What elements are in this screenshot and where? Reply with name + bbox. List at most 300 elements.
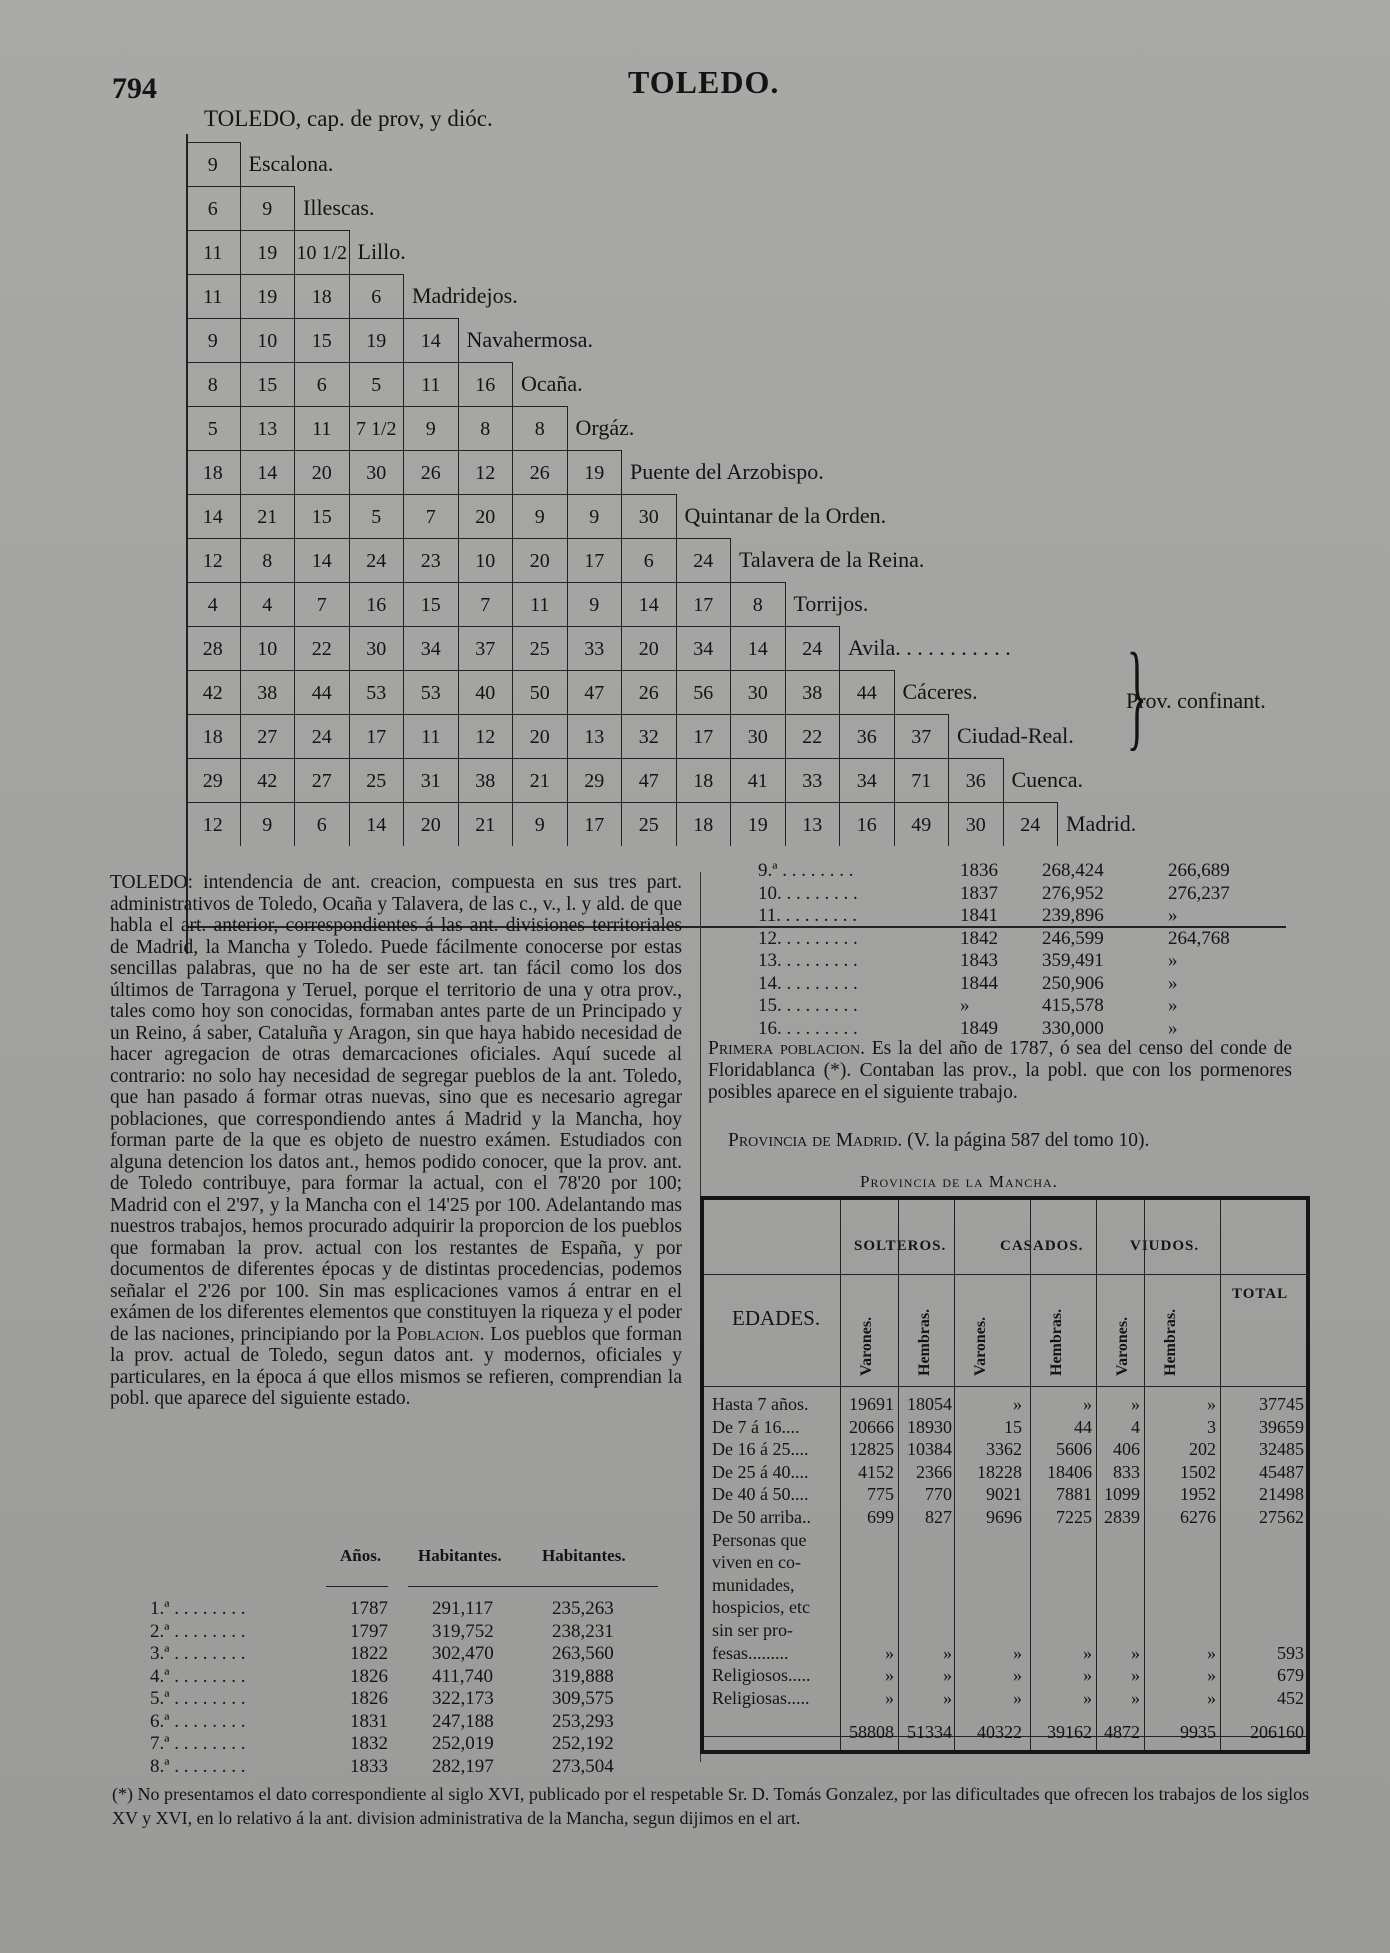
census-cell: 291,117 bbox=[432, 1598, 494, 1619]
distance-cell: 15 bbox=[241, 362, 296, 406]
age-cell: 27562 bbox=[1259, 1507, 1304, 1527]
distance-place: Cáceres. bbox=[902, 679, 978, 704]
intro-lead: TOLEDO bbox=[110, 872, 188, 893]
age-row-label: De 16 á 25.... bbox=[712, 1439, 809, 1460]
distance-place: Avila. . . . . . . . . . . bbox=[848, 635, 1011, 660]
distance-place: Puente del Arzobispo. bbox=[630, 459, 824, 484]
census-row bbox=[710, 883, 1270, 905]
intro-paragraph bbox=[110, 872, 682, 1410]
distance-cell: 14 bbox=[186, 494, 241, 538]
age-cell: » bbox=[1083, 1665, 1092, 1686]
distance-cell: 10 1/2 bbox=[295, 230, 350, 274]
census-cell: 273,504 bbox=[552, 1755, 614, 1777]
distance-cell: 53 bbox=[350, 670, 405, 714]
age-row-label: De 25 á 40.... bbox=[712, 1461, 809, 1482]
census-row bbox=[710, 973, 1270, 995]
distance-cell: 23 bbox=[404, 538, 459, 582]
age-cell: » bbox=[1207, 1687, 1216, 1708]
age-cell: » bbox=[1131, 1642, 1140, 1663]
distance-cell: 30 bbox=[350, 450, 405, 494]
footnote bbox=[112, 1782, 1312, 1830]
census-cell: 15. . . . . . . . . bbox=[758, 995, 858, 1016]
age-row bbox=[704, 1575, 1306, 1596]
distance-cell: 4 bbox=[186, 582, 241, 626]
age-cell: 775 bbox=[867, 1484, 894, 1505]
distance-cell: 33 bbox=[786, 758, 841, 802]
age-row-label: hospicios, etc bbox=[712, 1597, 810, 1618]
distance-cell: 49 bbox=[895, 802, 950, 846]
distance-cell: 30 bbox=[949, 802, 1004, 846]
distance-cell: 44 bbox=[295, 670, 350, 714]
age-table-rule bbox=[704, 1386, 1306, 1387]
distance-cell: 13 bbox=[568, 714, 623, 758]
distance-cell: 5 bbox=[350, 362, 405, 406]
census-cell: » bbox=[960, 995, 970, 1016]
mancha-title: Provincia de la Mancha. bbox=[860, 1172, 1058, 1191]
distance-cell: 6 bbox=[295, 362, 350, 406]
age-total-cell: 206160 bbox=[1250, 1722, 1304, 1742]
age-cell: 9021 bbox=[986, 1484, 1022, 1505]
census-row bbox=[150, 1621, 650, 1643]
distance-cell: 18 bbox=[677, 802, 732, 846]
census-cell: » bbox=[1168, 995, 1178, 1016]
group-casados: CASADOS. bbox=[1000, 1238, 1084, 1254]
age-totals-row bbox=[704, 1722, 1306, 1743]
census-cell: 253,293 bbox=[552, 1710, 614, 1732]
age-cell: 1099 bbox=[1104, 1484, 1140, 1505]
age-cell: 2366 bbox=[916, 1461, 952, 1482]
age-cell: » bbox=[1083, 1642, 1092, 1663]
census-row bbox=[710, 905, 1270, 927]
census-cell: 14. . . . . . . . . bbox=[758, 972, 858, 994]
age-row-label: Religiosos..... bbox=[712, 1665, 811, 1686]
age-total-cell: 51334 bbox=[907, 1722, 952, 1742]
census-cell: 1837 bbox=[960, 882, 998, 904]
distance-cell: 7 1/2 bbox=[350, 406, 405, 450]
census-cell: 282,197 bbox=[432, 1755, 494, 1777]
distance-cell: 5 bbox=[186, 406, 241, 450]
distance-cell: 15 bbox=[295, 318, 350, 362]
age-row-label: Hasta 7 años. bbox=[712, 1394, 809, 1414]
age-row-label: De 50 arriba.. bbox=[712, 1507, 811, 1527]
distance-cell: 7 bbox=[459, 582, 514, 626]
distance-cell: 31 bbox=[404, 758, 459, 802]
census-cell: 1843 bbox=[960, 950, 998, 971]
distance-cell: 20 bbox=[459, 494, 514, 538]
age-cell: 4 bbox=[1131, 1416, 1140, 1437]
distance-cell: 6 bbox=[622, 538, 677, 582]
census-cell: » bbox=[1168, 905, 1178, 926]
census-cell: 235,263 bbox=[552, 1598, 614, 1619]
poblacion-lead: Poblacion. bbox=[396, 1323, 485, 1345]
distance-cell: 26 bbox=[622, 670, 677, 714]
distance-cell: 14 bbox=[622, 582, 677, 626]
distance-cell: 37 bbox=[459, 626, 514, 670]
census-cell: 302,470 bbox=[432, 1643, 494, 1664]
distance-cell: 42 bbox=[241, 758, 296, 802]
census-cell: 12. . . . . . . . . bbox=[758, 927, 858, 949]
census-cell: 5.ª . . . . . . . . bbox=[150, 1688, 246, 1709]
distance-cell: 12 bbox=[186, 802, 241, 846]
age-cell: 18406 bbox=[1047, 1461, 1092, 1482]
distance-cell: 30 bbox=[622, 494, 677, 538]
age-total-cell: 4872 bbox=[1104, 1722, 1140, 1742]
census-cell: » bbox=[1168, 950, 1178, 971]
census-row bbox=[150, 1688, 650, 1710]
census-row bbox=[710, 1018, 1270, 1040]
census-cell: 16. . . . . . . . . bbox=[758, 1017, 858, 1039]
distance-cell: 6 bbox=[295, 802, 350, 846]
census-cell: 411,740 bbox=[432, 1665, 494, 1687]
age-row bbox=[704, 1417, 1306, 1438]
distance-cell: 19 bbox=[350, 318, 405, 362]
sub-header-hembras: Hembras. bbox=[916, 1308, 933, 1376]
primera-poblacion-paragraph bbox=[708, 1038, 1292, 1104]
group-viudos: VIUDOS. bbox=[1130, 1238, 1200, 1254]
census-cell: 1826 bbox=[350, 1688, 388, 1709]
distance-cell: 17 bbox=[568, 538, 623, 582]
distance-place: Madridejos. bbox=[412, 283, 518, 308]
distance-cell: 36 bbox=[949, 758, 1004, 802]
distance-cell: 19 bbox=[568, 450, 623, 494]
distance-cell: 25 bbox=[350, 758, 405, 802]
distance-cell: 9 bbox=[186, 142, 241, 186]
distance-cell: 26 bbox=[513, 450, 568, 494]
age-total-cell: 58808 bbox=[849, 1722, 894, 1742]
age-cell: » bbox=[943, 1665, 952, 1686]
census-cell: 276,237 bbox=[1168, 882, 1230, 904]
distance-cell: 13 bbox=[241, 406, 296, 450]
age-cell: 679 bbox=[1277, 1665, 1304, 1686]
distance-cell: 20 bbox=[404, 802, 459, 846]
age-cell: 1952 bbox=[1180, 1484, 1216, 1505]
census-cell: 264,768 bbox=[1168, 927, 1230, 949]
distance-cell: 7 bbox=[404, 494, 459, 538]
sub-header-varones: Varones. bbox=[858, 1316, 875, 1376]
distance-cell: 18 bbox=[677, 758, 732, 802]
distance-cell: 11 bbox=[186, 274, 241, 318]
census-cell: 3.ª . . . . . . . . bbox=[150, 1643, 246, 1664]
census-cell: 6.ª . . . . . . . . bbox=[150, 1710, 246, 1732]
age-row bbox=[704, 1665, 1306, 1686]
distance-cell: 13 bbox=[786, 802, 841, 846]
distance-cell: 9 bbox=[241, 186, 296, 230]
distance-cell: 30 bbox=[731, 714, 786, 758]
age-cell: » bbox=[1083, 1687, 1092, 1708]
census-row bbox=[710, 995, 1270, 1017]
census-cell: 1797 bbox=[350, 1620, 388, 1642]
distance-cell: 9 bbox=[568, 582, 623, 626]
age-cell: 21498 bbox=[1259, 1484, 1304, 1505]
age-row-label: fesas......... bbox=[712, 1642, 789, 1663]
distance-cell: 47 bbox=[622, 758, 677, 802]
distance-cell: 24 bbox=[677, 538, 732, 582]
distance-place: Navahermosa. bbox=[466, 327, 593, 352]
distance-cell: 21 bbox=[241, 494, 296, 538]
age-cell: 15 bbox=[1004, 1416, 1022, 1437]
age-cell: 12825 bbox=[849, 1439, 894, 1460]
age-total-cell: 9935 bbox=[1180, 1722, 1216, 1742]
distance-cell: 27 bbox=[241, 714, 296, 758]
distance-cell: 17 bbox=[568, 802, 623, 846]
primera-lead: Primera poblacion. bbox=[708, 1038, 866, 1059]
distance-cell: 14 bbox=[241, 450, 296, 494]
age-row bbox=[704, 1462, 1306, 1483]
distance-cell: 9 bbox=[404, 406, 459, 450]
age-cell: 202 bbox=[1189, 1439, 1216, 1460]
madrid-text: (V. la página 587 del tomo 10). bbox=[902, 1130, 1150, 1151]
age-cell: 10384 bbox=[907, 1439, 952, 1460]
census-cell: 1826 bbox=[350, 1665, 388, 1687]
sub-header-hembras: Hembras. bbox=[1162, 1308, 1179, 1376]
madrid-lead: Provincia de Madrid. bbox=[728, 1130, 903, 1151]
brace-icon: } bbox=[1126, 628, 1147, 761]
distance-cell: 18 bbox=[186, 714, 241, 758]
distance-cell: 11 bbox=[186, 230, 241, 274]
age-row bbox=[704, 1597, 1306, 1618]
census-cell: 268,424 bbox=[1042, 860, 1104, 881]
age-cell: 9696 bbox=[986, 1507, 1022, 1527]
age-cell: 32485 bbox=[1259, 1439, 1304, 1460]
distance-cell: 11 bbox=[513, 582, 568, 626]
age-cell: 6276 bbox=[1180, 1507, 1216, 1527]
poblacion-text: Los pueblos que forman la prov. actual de Toledo, segun datos ant. y modernos, oficiales y particulares, en la época á que ellos mismos se refieren, comprendian la pobl. que aparece del siguiente estado. bbox=[110, 1323, 682, 1409]
distance-cell: 9 bbox=[568, 494, 623, 538]
age-cell: » bbox=[1207, 1394, 1216, 1414]
distance-cell: 15 bbox=[295, 494, 350, 538]
age-cell: 37745 bbox=[1259, 1394, 1304, 1414]
age-cell: 699 bbox=[867, 1507, 894, 1527]
distance-cell: 20 bbox=[513, 714, 568, 758]
distance-cell: 24 bbox=[350, 538, 405, 582]
census-cell: 1831 bbox=[350, 1710, 388, 1732]
age-row bbox=[704, 1507, 1306, 1528]
distance-cell: 36 bbox=[840, 714, 895, 758]
distance-cell: 44 bbox=[840, 670, 895, 714]
census-cell: 9.ª . . . . . . . . bbox=[758, 860, 854, 881]
age-row-label: sin ser pro- bbox=[712, 1620, 793, 1640]
distance-cell: 20 bbox=[513, 538, 568, 582]
age-table bbox=[700, 1196, 1310, 1754]
age-row bbox=[704, 1688, 1306, 1709]
census-cell: 309,575 bbox=[552, 1688, 614, 1709]
distance-cell: 10 bbox=[241, 318, 296, 362]
age-table-rule bbox=[704, 1274, 1306, 1275]
distance-cell: 21 bbox=[513, 758, 568, 802]
distance-cell: 6 bbox=[186, 186, 241, 230]
age-cell: » bbox=[1207, 1665, 1216, 1686]
distance-cell: 19 bbox=[731, 802, 786, 846]
census-cell: 4.ª . . . . . . . . bbox=[150, 1665, 246, 1687]
madrid-reference bbox=[728, 1130, 1149, 1152]
census-cell: 1844 bbox=[960, 972, 998, 994]
age-cell: 770 bbox=[925, 1484, 952, 1505]
distance-cell: 30 bbox=[350, 626, 405, 670]
distance-cell: 71 bbox=[895, 758, 950, 802]
age-row-label: Personas que bbox=[712, 1529, 807, 1550]
running-title: TOLEDO. bbox=[628, 64, 780, 100]
census-cell: 266,689 bbox=[1168, 860, 1230, 881]
age-cell: » bbox=[885, 1642, 894, 1663]
total-header: TOTAL bbox=[1232, 1286, 1289, 1302]
distance-cell: 24 bbox=[786, 626, 841, 670]
distance-cell: 8 bbox=[513, 406, 568, 450]
distance-place: Orgáz. bbox=[575, 415, 635, 440]
age-cell: » bbox=[1131, 1687, 1140, 1708]
age-cell: 406 bbox=[1113, 1439, 1140, 1460]
census-cell: 8.ª . . . . . . . . bbox=[150, 1755, 246, 1777]
distance-cell: 40 bbox=[459, 670, 514, 714]
age-cell: » bbox=[885, 1665, 894, 1686]
age-cell: 827 bbox=[925, 1507, 952, 1527]
col-header-inhabitants-1: Habitantes. bbox=[418, 1546, 502, 1565]
col-header-years: Años. bbox=[340, 1546, 382, 1565]
census-cell: 1841 bbox=[960, 905, 998, 926]
census-cell: 252,192 bbox=[552, 1733, 614, 1754]
distance-cell: 6 bbox=[350, 274, 405, 318]
age-row-label: De 7 á 16.... bbox=[712, 1416, 800, 1437]
census-cell: 2.ª . . . . . . . . bbox=[150, 1620, 246, 1642]
age-cell: 19691 bbox=[849, 1394, 894, 1414]
age-cell: 593 bbox=[1277, 1642, 1304, 1663]
distance-cell: 8 bbox=[731, 582, 786, 626]
census-cell: 319,752 bbox=[432, 1620, 494, 1642]
page-number: 794 bbox=[112, 72, 157, 105]
age-cell: » bbox=[1013, 1642, 1022, 1663]
age-cell: » bbox=[1013, 1394, 1022, 1414]
distance-place: Illescas. bbox=[303, 195, 375, 220]
distance-cell: 18 bbox=[295, 274, 350, 318]
sub-header-varones: Varones. bbox=[1114, 1316, 1131, 1376]
census-cell: 11. . . . . . . . . bbox=[758, 905, 858, 926]
distance-place: Lillo. bbox=[357, 239, 406, 264]
distance-cell: 8 bbox=[241, 538, 296, 582]
sub-header-varones: Varones. bbox=[972, 1316, 989, 1376]
age-cell: 45487 bbox=[1259, 1461, 1304, 1482]
distance-cell: 15 bbox=[404, 582, 459, 626]
distance-cell: 24 bbox=[1004, 802, 1059, 846]
distance-place: Quintanar de la Orden. bbox=[684, 503, 887, 528]
age-cell: 7225 bbox=[1056, 1507, 1092, 1527]
distance-cell: 10 bbox=[241, 626, 296, 670]
census-row bbox=[710, 860, 1270, 882]
distance-cell: 17 bbox=[677, 582, 732, 626]
census-cell: 319,888 bbox=[552, 1665, 614, 1687]
age-cell: 18930 bbox=[907, 1416, 952, 1437]
distance-cell: 22 bbox=[786, 714, 841, 758]
census-cell: 1832 bbox=[350, 1733, 388, 1754]
age-row bbox=[704, 1484, 1306, 1505]
distance-cell: 38 bbox=[786, 670, 841, 714]
distance-cell: 53 bbox=[404, 670, 459, 714]
distance-cell: 21 bbox=[459, 802, 514, 846]
age-cell: » bbox=[1013, 1665, 1022, 1686]
age-cell: 3 bbox=[1207, 1416, 1216, 1437]
distance-cell: 19 bbox=[241, 274, 296, 318]
age-cell: » bbox=[943, 1687, 952, 1708]
distance-cell: 16 bbox=[840, 802, 895, 846]
distance-place: Ciudad-Real. bbox=[957, 723, 1074, 748]
age-row bbox=[704, 1394, 1306, 1415]
distance-cell: 14 bbox=[295, 538, 350, 582]
age-cell: » bbox=[885, 1687, 894, 1708]
distance-cell: 30 bbox=[731, 670, 786, 714]
age-cell: 4152 bbox=[858, 1461, 894, 1482]
distance-cell: 18 bbox=[186, 450, 241, 494]
census-cell: 1833 bbox=[350, 1755, 388, 1777]
distance-cell: 11 bbox=[295, 406, 350, 450]
age-total-cell: 39162 bbox=[1047, 1722, 1092, 1742]
age-cell: » bbox=[1013, 1687, 1022, 1708]
distance-cell: 14 bbox=[731, 626, 786, 670]
distance-cell: 41 bbox=[731, 758, 786, 802]
census-cell: 1787 bbox=[350, 1598, 388, 1619]
census-row bbox=[150, 1666, 650, 1688]
age-cell: 1502 bbox=[1180, 1461, 1216, 1482]
primera-text: Es la del año de 1787, ó sea del censo del conde de Floridablanca (*). Contaban las prov., la pobl. que con los pormenores posibles aparece en el siguiente trabajo. bbox=[708, 1038, 1292, 1103]
age-cell: » bbox=[1131, 1665, 1140, 1686]
distance-cell: 42 bbox=[186, 670, 241, 714]
distance-cell: 47 bbox=[568, 670, 623, 714]
distance-cell: 34 bbox=[840, 758, 895, 802]
distance-cell: 25 bbox=[622, 802, 677, 846]
age-cell: » bbox=[943, 1642, 952, 1663]
census-row bbox=[710, 950, 1270, 972]
census-cell: 1.ª . . . . . . . . bbox=[150, 1598, 246, 1619]
distance-cell: 38 bbox=[459, 758, 514, 802]
footnote-text: (*) No presentamos el dato correspondiente al siglo XVI, publicado por el respetable Sr. D. Tomás Gonzalez, por las dificultades que ofrecen los trabajos de los siglos XV y XVI, en lo relativo á la ant. division administrativa de la Mancha, segun dijimos en el art. bbox=[112, 1784, 1310, 1828]
census-cell: 1822 bbox=[350, 1643, 388, 1664]
census-row bbox=[710, 928, 1270, 950]
age-cell: 3362 bbox=[986, 1439, 1022, 1460]
distance-cell: 7 bbox=[295, 582, 350, 626]
distance-cell: 26 bbox=[404, 450, 459, 494]
age-row-label: Religiosas..... bbox=[712, 1687, 810, 1708]
distance-cell: 9 bbox=[241, 802, 296, 846]
distance-cell: 32 bbox=[622, 714, 677, 758]
age-cell: 18054 bbox=[907, 1394, 952, 1414]
census-cell: 322,173 bbox=[432, 1688, 494, 1709]
census-cell: 415,578 bbox=[1042, 995, 1104, 1016]
census-cell: 7.ª . . . . . . . . bbox=[150, 1733, 246, 1754]
census-cell: » bbox=[1168, 1017, 1178, 1039]
census-cell: 250,906 bbox=[1042, 972, 1104, 994]
census-row bbox=[150, 1598, 650, 1620]
census-cell: 238,231 bbox=[552, 1620, 614, 1642]
distance-cell: 24 bbox=[295, 714, 350, 758]
age-cell: 44 bbox=[1074, 1416, 1092, 1437]
sub-header-hembras: Hembras. bbox=[1048, 1308, 1065, 1376]
distance-place: Torrijos. bbox=[793, 591, 869, 616]
distance-cell: 17 bbox=[677, 714, 732, 758]
distance-cell: 17 bbox=[350, 714, 405, 758]
census-cell: » bbox=[1168, 972, 1178, 994]
census-cell: 246,599 bbox=[1042, 927, 1104, 949]
census-cell: 1836 bbox=[960, 860, 998, 881]
distance-cell: 9 bbox=[513, 494, 568, 538]
distance-cell: 19 bbox=[241, 230, 296, 274]
age-cell: 452 bbox=[1277, 1687, 1304, 1708]
census-cell: 247,188 bbox=[432, 1710, 494, 1732]
age-cell: » bbox=[1207, 1642, 1216, 1663]
age-cell: 833 bbox=[1113, 1461, 1140, 1482]
census-cell: 1842 bbox=[960, 927, 998, 949]
distance-cell: 27 bbox=[295, 758, 350, 802]
col-header-inhabitants-2: Habitantes. bbox=[542, 1546, 626, 1565]
distance-cell: 34 bbox=[677, 626, 732, 670]
distance-place: Madrid. bbox=[1066, 811, 1137, 836]
census-cell: 13. . . . . . . . . bbox=[758, 950, 858, 971]
